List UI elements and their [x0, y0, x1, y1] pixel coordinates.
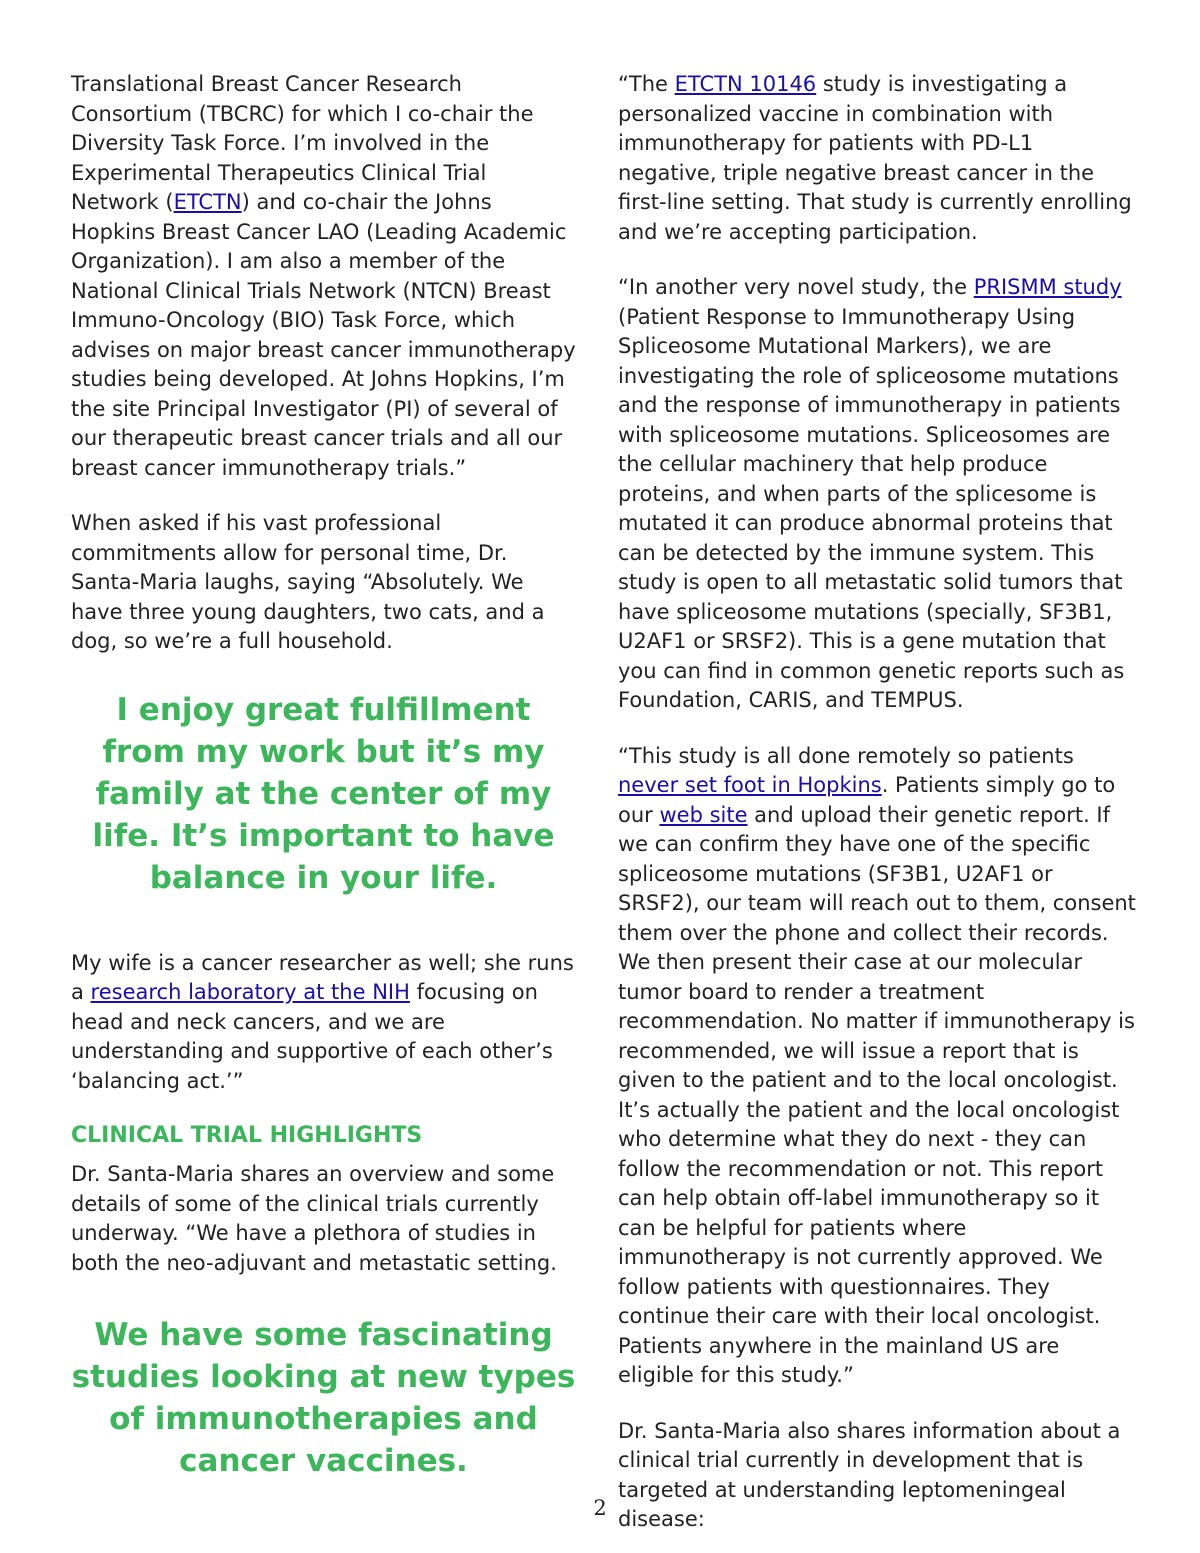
paragraph-leptomeningeal-trial: Dr. Santa-Maria also shares information about a clinical trial currently in development that is targeted at understanding leptomeningeal disease: [618, 1418, 1121, 1531]
web-site-link[interactable]: web site [659, 802, 748, 827]
etctn-link[interactable]: ETCTN [173, 190, 242, 214]
nih-research-laboratory-link[interactable]: research laboratory at the NIH [90, 980, 410, 1004]
paragraph-personal-time: When asked if his vast professional commitments allow for personal time, Dr. Santa-Maria laughs, saying “Absolutely. We have three young daughters, two cats, and a dog, so we’re a full household. [71, 511, 545, 653]
paragraph-remote-study: “This study is all done remotely so patients never set foot in Hopkins. Patients simply go to our web site and upload their genetic report. If we can confirm they have one of the specific spliceosome mutations (SF3B1, U2AF1 or SRSF2), our team will reach out to them, consent them over the phone and collect their records. We then present their case at our molecular tumor board to render a treatment recommendation. No matter if immunotherapy is recommended, we will issue a report that is given to the patient and to the local oncologist. It’s actually the patient and the local oncologist who determine what they do next - they can follow the recommendation or not. This report can help obtain off-label immunotherapy so it can be helpful for patients where immunotherapy is not currently approved. We follow patients with questionnaires. They continue their care with their local oncologist. Patients anywhere in the mainland US are eligible for this study.” [618, 743, 1136, 1387]
paragraph-etctn-10146: “The ETCTN 10146 study is investigating a personalized vaccine in combination with immunotherapy for patients with PD-L1 negative, triple negative breast cancer in the first-line setting. That study is currently enrolling and we’re accepting participation. [618, 72, 1132, 244]
prismm-study-link[interactable]: PRISMM study [973, 275, 1122, 299]
paragraph-consortium-roles: Translational Breast Cancer Research Consortium (TBCRC) for which I co-chair the Diversity Task Force. I’m involved in the Experimental Therapeutics Clinical Trial Network (ETCTN) and co-chair the Johns Hopkins Breast Cancer LAO (Leading Academic Organization). I am also a member of the National Clinical Trials Network (NTCN) Breast Immuno-Oncology (BIO) Task Force, which advises on major breast cancer immunotherapy studies being developed. At Johns Hopkins, I’m the site Principal Investigator (PI) of several of our therapeutic breast cancer trials and all our breast cancer immunotherapy trials.” [71, 72, 576, 480]
left-column [71, 70, 576, 1532]
paragraph-trials-overview: Dr. Santa-Maria shares an overview and some details of some of the clinical trials currently underway. “We have a plethora of studies in both the neo-adjuvant and metastatic setting. [71, 1162, 557, 1275]
page-number: 2 [593, 1496, 607, 1520]
etctn-10146-link[interactable]: ETCTN 10146 [674, 72, 817, 96]
pull-quote-fascinating-studies: We have some fascinating studies looking at new types of immunotherapies and cancer vaccines. [71, 1317, 576, 1479]
paragraph-prismm-study: “In another very novel study, the PRISMM study (Patient Response to Immunotherapy Using Spliceosome Mutational Markers), we are investigating the role of spliceosome mutations and the response of immunotherapy in patients with spliceosome mutations. Spliceosomes are the cellular machinery that help produce proteins, and when parts of the splicesome is mutated it can produce abnormal proteins that can be detected by the immune system. This study is open to all metastatic solid tumors that have spliceosome mutations (specially, SF3B1, U2AF1 or SRSF2). This is a gene mutation that you can find in common genetic reports such as Foundation, CARIS, and TEMPUS. [618, 275, 1125, 712]
right-column [618, 70, 1138, 1535]
section-heading-clinical-trial-highlights: CLINICAL TRIAL HIGHLIGHTS [71, 1123, 423, 1148]
paragraph-wife-research: My wife is a cancer researcher as well; she runs a research laboratory at the NIH focusing on head and neck cancers, and we are understanding and supportive of each other’s ‘balancing act.’” [71, 950, 574, 1093]
never-set-foot-in-hopkins-link[interactable]: never set foot in Hopkins [618, 773, 882, 797]
pull-quote-family: I enjoy great fulfillment from my work but it’s my family at the center of my life. It’s important to have balance in your life. [92, 691, 555, 896]
